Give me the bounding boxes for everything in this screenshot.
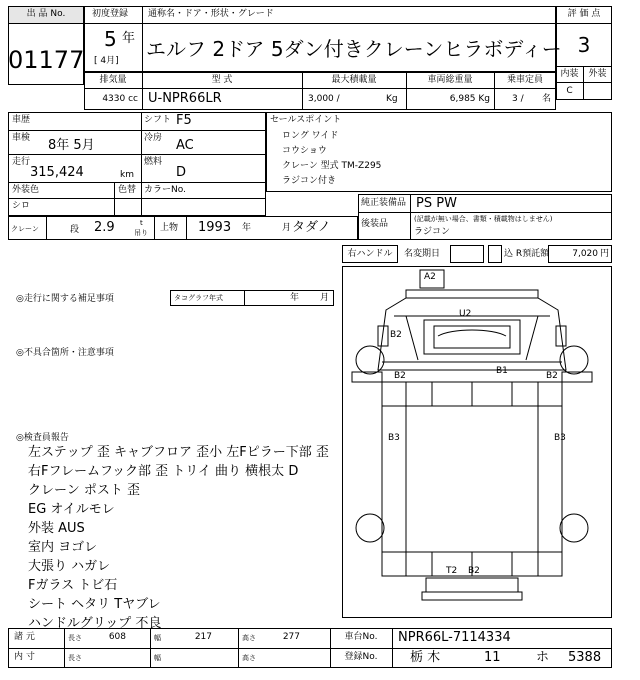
aftermarket-label: 後装品 [361,219,389,229]
length: 608 [108,632,126,642]
details-box [8,112,266,216]
inspector-line: クレーン ポスト 歪 [28,483,141,498]
reg-num: 5388 [568,650,602,665]
recycle-value: 7,020 [572,249,598,259]
recycle-label: 込 R預託額 [504,249,550,259]
grade-score: 3 [577,33,591,57]
sales-point-1: ロング ワイド [282,131,339,141]
length-label: 長さ [68,634,82,642]
inspector-line: 左ステップ 歪 キャブフロア 歪小 左Fピラー下部 歪 [28,445,329,460]
length-label-inner: 長さ [68,654,82,662]
tacho-label: タコグラフ年式 [174,294,223,302]
inspector-line: 外装 AUS [28,521,85,536]
inspector-label: ◎検査員報告 [16,433,69,443]
upper-maker: タダノ [292,220,331,235]
sales-point-4: ラジコン付き [282,176,337,186]
mark-b3-right: B3 [554,433,566,443]
color-label: 外装色 [12,185,40,195]
grade-label: 評 価 点 [567,9,601,19]
mark-b2-left: B2 [394,371,406,381]
recycle-unit: 円 [600,249,610,259]
chassis-label: 車台No. [344,632,378,642]
sales-point-3: クレーン 型式 TM-Z295 [282,161,382,171]
reg-label: 初度登録 [92,9,129,19]
equipment-label: 純正装備品 [361,198,407,208]
sales-title: セールスポイント [270,115,342,125]
car-name: エルフ 2ドア 5ダン付きクレーンヒラボディー [146,37,562,61]
capacity: 3 / [512,94,524,104]
mileage-unit: km [120,170,134,180]
aftermarket-note: (記載が無い場合、書類・積載物はしません) [414,215,553,223]
upper-label: 上物 [160,223,179,233]
tacho-month: 月 [320,293,330,303]
mark-b2-right: B2 [546,371,558,381]
model-desc-label: 通称名・ドア・形状・グレード [148,9,274,19]
reg-label-footer: 登録No. [344,652,378,662]
mark-b1: B1 [496,366,508,376]
mark-u2: U2 [459,309,472,319]
crane-unit-top: t [140,219,143,227]
aftermarket: ラジコン [414,227,451,237]
exterior-label: 外装 [588,69,607,79]
inspector-line: 大張り ハガレ [28,559,111,574]
inspector-line: Fガラス トビ石 [28,578,118,593]
ac: AC [176,138,194,153]
weight: 6,985 Kg [449,94,490,104]
load-label: 最大積載量 [331,75,377,85]
upper-month-unit: 月 [282,223,292,233]
tacho-year: 年 [290,293,300,303]
height-label: 高さ [242,634,256,642]
sales-point-2: コウショウ [282,146,327,156]
crane-unit-bottom: 吊り [134,229,148,237]
color: シロ [12,201,31,211]
mark-a2: A2 [424,272,436,282]
inspector-line: ハンドルグリップ 不良 [28,616,162,631]
model: U-NPR66LR [148,91,222,106]
inspector-line: シート ヘタリ Tヤブレ [28,597,161,612]
mark-t2: T2 [446,566,458,576]
lot-label: 出 品 No. [26,9,66,19]
interior-score: C [566,86,573,96]
name-change-label: 名変期日 [404,249,441,259]
inspector-line: EG オイルモレ [28,502,115,517]
inner-label: 内 寸 [14,652,35,662]
width-label: 幅 [154,634,161,642]
chassis: NPR66L-7114334 [398,630,511,645]
inspector-line: 室内 ヨゴレ [28,540,98,555]
inspection-label: 車検 [12,133,31,143]
defect-label: ◎不具合箇所・注意事項 [16,348,114,358]
reg-class: 11 [484,650,501,665]
recycle-check [488,245,502,263]
inspector-line: 右Fフレームフック部 歪 トリイ 曲り 横根太 D [28,464,299,479]
height-label-inner: 高さ [242,654,256,662]
reg-kana: ホ [536,650,550,665]
fuel: D [176,165,187,180]
inspection: 8年 5月 [48,138,95,153]
load-unit: Kg [386,94,398,104]
shift-label: シフト [144,115,172,125]
crane-label: クレーン [11,225,39,233]
reg-pref: 栃 木 [410,650,441,665]
mileage: 315,424 [30,165,84,180]
running-label: ◎走行に関する補足事項 [16,294,114,304]
reg-year-unit: 年 [122,31,136,46]
rhd-label: 右ハンドル [347,249,393,259]
colorno-label2: カラーNo. [144,185,186,195]
mark-b3-left: B3 [388,433,400,443]
upper-year: 1993 [198,220,232,235]
capacity-unit: 名 [542,94,552,104]
load: 3,000 / [308,94,340,104]
equipment: PS PW [416,196,457,211]
fuel-label: 燃料 [144,157,163,167]
crane-value: 2.9 [94,220,115,235]
displacement-label: 排気量 [99,75,127,85]
ac-label: 冷房 [144,133,163,143]
history-label: 車歴 [12,115,31,125]
capacity-label: 乗車定員 [506,75,543,85]
weight-label: 車両総重量 [427,75,473,85]
mark-b2-rear: B2 [468,566,480,576]
name-change-box [450,245,484,263]
lot-number: 01177 [8,46,85,74]
model-label: 型 式 [211,75,233,85]
mark-b2-cab-left: B2 [390,330,402,340]
mileage-label: 走行 [12,157,31,167]
shift: F5 [176,113,192,128]
displacement: 4330 cc [102,94,138,104]
items-label: 諸 元 [14,632,35,642]
width-label-inner: 幅 [154,654,161,662]
interior-label: 内装 [560,69,579,79]
height: 277 [282,632,300,642]
reg-month: [ 4月] [94,56,119,66]
reg-year: 5 [104,27,117,51]
crane-stage: 段 [70,225,80,235]
colorno-label: 色替 [118,185,137,195]
width: 217 [194,632,212,642]
upper-year-unit: 年 [242,223,252,233]
